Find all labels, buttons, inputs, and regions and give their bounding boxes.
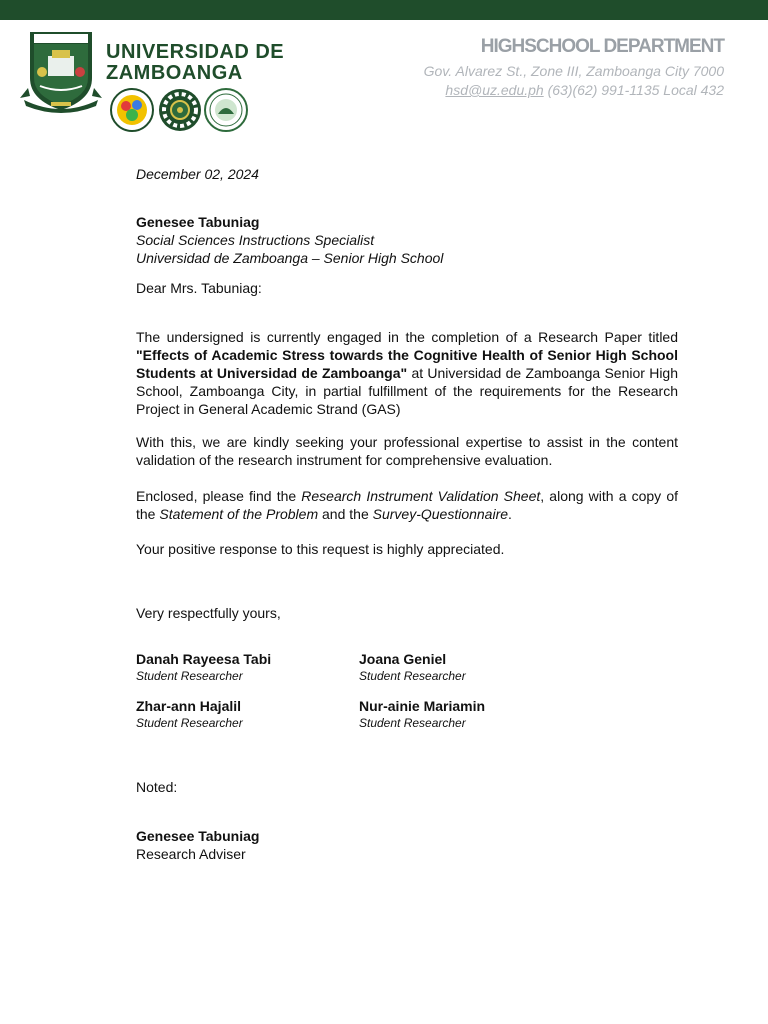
address-line: Gov. Alvarez St., Zone III, Zamboanga City 7000 xyxy=(423,63,724,79)
signatory-1 xyxy=(136,650,271,684)
university-name-line2: ZAMBOANGA xyxy=(106,62,243,84)
paragraph-2: With this, we are kindly seeking your professional expertise to assist in the content validation of the research instrument for comprehensive evaluation. xyxy=(136,434,678,468)
adviser-name: Genesee Tabuniag xyxy=(136,828,260,844)
phone-number: (63)(62) 991-1135 Local 432 xyxy=(547,82,724,98)
signatory-role: Student Researcher xyxy=(136,716,243,730)
paragraph-1 xyxy=(136,328,678,418)
validation-sheet-ref: Research Instrument Validation Sheet xyxy=(301,488,541,504)
signatory-role: Student Researcher xyxy=(359,716,466,730)
recipient-title: Social Sciences Instructions Specialist xyxy=(136,232,375,248)
seal-logo-1 xyxy=(110,88,154,132)
p3-text-e: and the xyxy=(318,506,373,522)
recipient-name: Genesee Tabuniag xyxy=(136,214,260,230)
recipient-block xyxy=(136,213,443,267)
department-heading: HIGHSCHOOL DEPARTMENT xyxy=(480,36,724,57)
university-name xyxy=(106,42,284,84)
survey-questionnaire-ref: Survey-Questionnaire xyxy=(372,506,509,522)
signatory-2 xyxy=(359,650,466,684)
p1-intro: The undersigned is currently engaged in the completion of a Research Paper titled xyxy=(136,329,678,345)
signatory-role: Student Researcher xyxy=(359,669,466,683)
p3-text-c: , along with a copy of the xyxy=(136,488,678,522)
signatory-name: Zhar-ann Hajalil xyxy=(136,698,242,714)
signatory-name: Danah Rayeesa Tabi xyxy=(136,651,272,667)
adviser-block xyxy=(136,827,259,863)
p1-rest: at Universidad de Zamboanga Senior High School, Zamboanga City, in partial fulfillment of the requirements for the Research Project in General Academic Strand (GAS) xyxy=(136,365,678,417)
signatory-name: Nur-ainie Mariamin xyxy=(359,698,486,714)
seal-logo-2-gear xyxy=(158,88,202,132)
recipient-org: Universidad de Zamboanga – Senior High School xyxy=(136,250,444,266)
seal-logo-3 xyxy=(204,88,248,132)
signatory-name: Joana Geniel xyxy=(359,651,447,667)
signatory-role: Student Researcher xyxy=(136,669,243,683)
university-name-line1: UNIVERSIDAD DE xyxy=(106,41,285,63)
top-color-bar xyxy=(0,0,768,20)
noted-label: Noted: xyxy=(136,779,178,795)
university-crest-logo xyxy=(18,28,104,114)
email-link[interactable]: hsd@uz.edu.ph xyxy=(445,82,544,98)
signatory-4 xyxy=(359,697,485,731)
paragraph-4: Your positive response to this request is highly appreciated. xyxy=(136,541,505,557)
paragraph-3 xyxy=(136,487,678,523)
salutation: Dear Mrs. Tabuniag: xyxy=(136,280,262,296)
closing: Very respectfully yours, xyxy=(136,605,281,621)
p3-text-a: Enclosed, please find the xyxy=(136,488,302,504)
adviser-role: Research Adviser xyxy=(136,846,246,862)
signatory-3 xyxy=(136,697,243,731)
contact-line xyxy=(445,82,724,98)
p3-text-g: . xyxy=(508,506,512,522)
statement-of-problem-ref: Statement of the Problem xyxy=(159,506,319,522)
letter-date: December 02, 2024 xyxy=(136,166,259,182)
research-title: "Effects of Academic Stress towards the Cognitive Health of Senior High School Students at Universidad de Zamboanga" xyxy=(136,347,678,381)
